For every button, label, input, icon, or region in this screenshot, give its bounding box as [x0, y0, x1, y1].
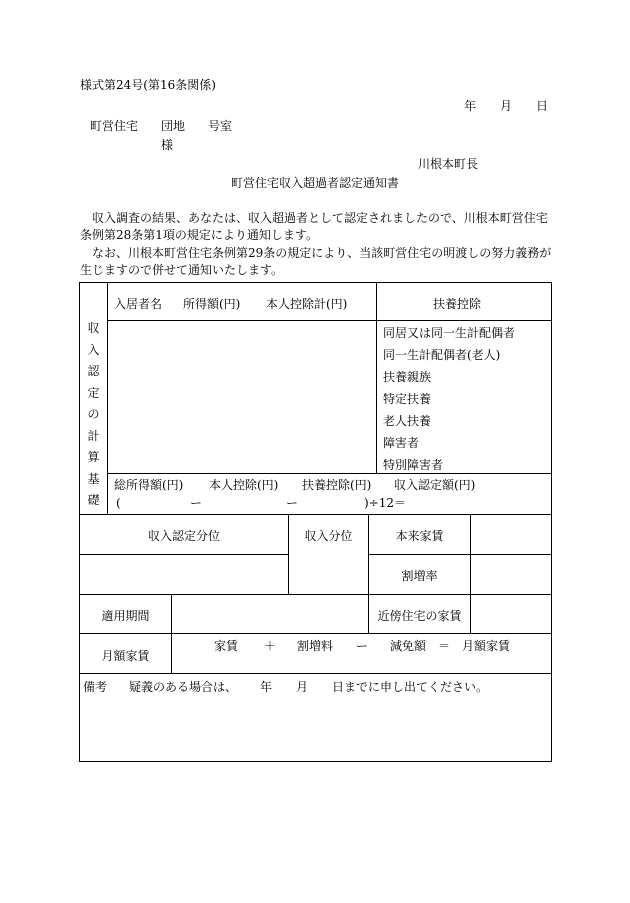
date-month-label: 月	[500, 99, 513, 113]
paragraph-certification: 収入調査の結果、あなたは、収入超過者として認定されましたので、川根本町営住宅条例第28条第1項の規定により通知します。	[80, 211, 548, 242]
formula-close: )÷12＝	[364, 496, 407, 510]
rent-equals: ＝	[438, 639, 451, 653]
date-day-label: 日	[536, 99, 549, 113]
address-room: 号室	[208, 119, 233, 133]
rent-result-term: 月額家賃	[462, 639, 511, 653]
rent-term: 家賃	[214, 639, 239, 653]
col-deduction-total: 本人控除計(円)	[266, 297, 348, 311]
dependent-item: 障害者	[383, 436, 420, 450]
formula-self-deduction: 本人控除(円)	[209, 478, 279, 492]
address-housing: 町営住宅	[90, 119, 139, 133]
monthly-rent-label: 月額家賃	[101, 649, 150, 663]
address-complex: 団地	[161, 119, 186, 133]
formula-open-paren: (	[116, 496, 121, 510]
dependent-item: 老人扶養	[383, 414, 432, 428]
form-number: 様式第24号(第16条関係)	[80, 78, 216, 92]
dependent-item: 扶養親族	[383, 370, 432, 384]
remarks-text: 疑義のある場合は、	[129, 680, 238, 694]
income-certified-class-label: 収入認定分位	[147, 529, 220, 543]
formula-dependent-deduction: 扶養控除(円)	[302, 478, 372, 492]
dependent-item: 特別障害者	[383, 458, 444, 472]
col-dependents: 扶養控除	[433, 297, 482, 311]
rent-reduction-term: 減免額	[390, 639, 427, 653]
nearby-rent-label: 近傍住宅の家賃	[377, 609, 462, 623]
col-resident-name: 入居者名	[114, 297, 163, 311]
dependent-item: 同居又は同一生計配偶者	[383, 326, 516, 340]
formula-certified-income: 収入認定額(円)	[394, 478, 476, 492]
remarks-month: 月	[296, 680, 309, 694]
rent-plus: ＋	[264, 639, 277, 653]
applicable-period-label: 適用期間	[101, 609, 150, 623]
income-class-label: 収入分位	[304, 529, 353, 543]
addressee-honorific: 様	[161, 138, 174, 152]
dependent-item: 同一生計配偶者(老人)	[383, 348, 501, 362]
formula-total-income: 総所得額(円)	[114, 478, 184, 492]
calculation-basis-label: 収 入 認 定 の 計 算 基 礎	[87, 321, 100, 507]
remarks-year: 年	[260, 680, 273, 694]
col-income: 所得額(円)	[183, 297, 241, 311]
formula-minus-2: ー	[286, 496, 299, 510]
remarks-label: 備考	[83, 680, 108, 694]
date-year-label: 年	[464, 99, 477, 113]
surcharge-rate-label: 割増率	[401, 569, 438, 583]
dependent-item: 特定扶養	[383, 392, 432, 406]
formula-minus-1: ー	[190, 496, 203, 510]
paragraph-obligation: なお、川根本町営住宅条例第29条の規定により、当該町営住宅の明渡しの努力義務が生じますので併せて通知いたします。	[80, 246, 552, 277]
rent-minus: ー	[356, 639, 369, 653]
remarks-tail: 日までに申し出てください。	[332, 680, 489, 694]
base-rent-label: 本来家賃	[395, 529, 444, 543]
sender: 川根本町長	[418, 157, 479, 171]
document-title: 町営住宅収入超過者認定通知書	[231, 176, 400, 190]
rent-surcharge-term: 割増料	[297, 639, 334, 653]
